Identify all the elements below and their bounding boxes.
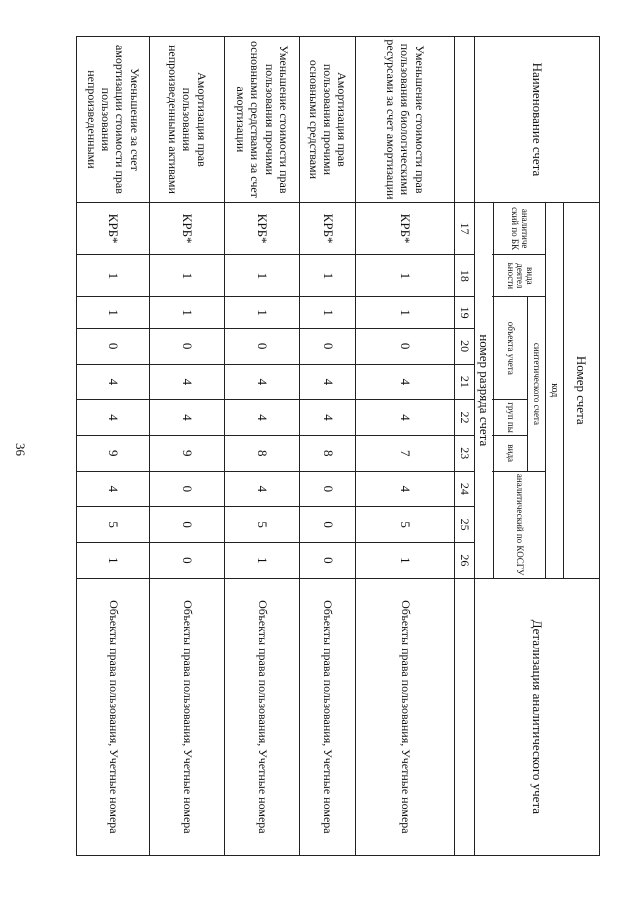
row-value: 5 bbox=[225, 507, 300, 543]
row-value: 0 bbox=[356, 328, 455, 364]
table-row bbox=[150, 37, 225, 856]
row-value: 0 bbox=[225, 328, 300, 364]
row-value: КРБ* bbox=[77, 202, 150, 254]
row-value: 8 bbox=[300, 435, 356, 471]
row-value: 0 bbox=[150, 542, 225, 578]
row-value: 9 bbox=[77, 435, 150, 471]
row-detail: Объекты права пользования, Учетные номера bbox=[150, 578, 225, 855]
digit-number-row bbox=[455, 37, 475, 856]
row-value: 0 bbox=[150, 471, 225, 507]
row-name: Уменьшение стоимости прав пользования прочими основными средствами за счет амортизации bbox=[225, 37, 300, 203]
row-value: 4 bbox=[300, 364, 356, 400]
digit-cell-name-blank bbox=[455, 37, 475, 203]
header-activity-type: вида деятел ьности bbox=[494, 255, 546, 297]
row-value: 7 bbox=[356, 435, 455, 471]
row-value: 4 bbox=[225, 364, 300, 400]
row-value: 4 bbox=[150, 400, 225, 436]
header-detail: Детализация аналитического учета bbox=[475, 578, 600, 855]
row-value: 4 bbox=[150, 364, 225, 400]
digit-cell-detail-blank bbox=[455, 578, 475, 855]
row-value: 9 bbox=[150, 435, 225, 471]
row-value: 1 bbox=[77, 255, 150, 297]
row-value: 4 bbox=[356, 400, 455, 436]
row-value: 4 bbox=[225, 400, 300, 436]
accounts-table bbox=[76, 36, 600, 856]
row-value: 1 bbox=[150, 255, 225, 297]
row-value: 4 bbox=[77, 400, 150, 436]
row-value: КРБ* bbox=[300, 202, 356, 254]
row-detail: Объекты права пользования, Учетные номера bbox=[356, 578, 455, 855]
row-name: Уменьшение за счет амортизации стоимости прав пользования непроизведенными bbox=[77, 37, 150, 203]
table-row bbox=[356, 37, 455, 856]
row-name: Амортизация прав пользования прочими основными средствами bbox=[300, 37, 356, 203]
digit-cell: 20 bbox=[455, 328, 475, 364]
row-value: 4 bbox=[225, 471, 300, 507]
row-value: 1 bbox=[77, 542, 150, 578]
row-value: 1 bbox=[225, 542, 300, 578]
table-row bbox=[225, 37, 300, 856]
row-value: КРБ* bbox=[225, 202, 300, 254]
row-value: 0 bbox=[300, 471, 356, 507]
row-value: 0 bbox=[300, 507, 356, 543]
digit-cell: 25 bbox=[455, 507, 475, 543]
digit-cell: 22 bbox=[455, 400, 475, 436]
row-detail: Объекты права пользования, Учетные номера bbox=[77, 578, 150, 855]
row-value: 1 bbox=[150, 297, 225, 328]
row-value: 0 bbox=[77, 328, 150, 364]
row-value: 4 bbox=[77, 471, 150, 507]
page-number: 36 bbox=[13, 443, 28, 456]
row-value: 0 bbox=[300, 328, 356, 364]
row-value: 0 bbox=[150, 507, 225, 543]
digit-cell: 17 bbox=[455, 202, 475, 254]
header-kind: вида bbox=[494, 435, 528, 471]
row-value: 0 bbox=[300, 542, 356, 578]
row-value: 1 bbox=[356, 255, 455, 297]
row-value: 4 bbox=[356, 364, 455, 400]
row-detail: Объекты права пользования, Учетные номера bbox=[300, 578, 356, 855]
row-value: 1 bbox=[77, 297, 150, 328]
header-analytic-bk: аналитиче ский по БК bbox=[494, 202, 546, 254]
table-row bbox=[77, 37, 150, 856]
row-value: 4 bbox=[77, 364, 150, 400]
header-account-object: объекта учета bbox=[494, 297, 528, 400]
row-value: 1 bbox=[300, 297, 356, 328]
row-value: 1 bbox=[225, 297, 300, 328]
digit-cell: 21 bbox=[455, 364, 475, 400]
header-analytic-kosgu: аналитический по КОСГУ bbox=[494, 471, 546, 578]
rotated-table-wrapper bbox=[76, 36, 600, 856]
row-value: КРБ* bbox=[150, 202, 225, 254]
table-row bbox=[300, 37, 356, 856]
row-value: 0 bbox=[150, 328, 225, 364]
row-value: КРБ* bbox=[356, 202, 455, 254]
digit-cell: 23 bbox=[455, 435, 475, 471]
row-name: Уменьшение стоимости прав пользования биологическими ресурсами за счет амортизации bbox=[356, 37, 455, 203]
digit-cell: 24 bbox=[455, 471, 475, 507]
digit-cell: 18 bbox=[455, 255, 475, 297]
digit-cell: 26 bbox=[455, 542, 475, 578]
header-code: код bbox=[546, 202, 564, 578]
row-value: 1 bbox=[356, 542, 455, 578]
row-value: 5 bbox=[356, 507, 455, 543]
row-detail: Объекты права пользования, Учетные номера bbox=[225, 578, 300, 855]
row-value: 1 bbox=[300, 255, 356, 297]
header-synthetic: синтетического счета bbox=[528, 297, 546, 471]
row-value: 1 bbox=[356, 297, 455, 328]
digit-cell: 19 bbox=[455, 297, 475, 328]
row-value: 5 bbox=[77, 507, 150, 543]
row-value: 1 bbox=[225, 255, 300, 297]
header-group: груп пы bbox=[494, 400, 528, 436]
header-account-name: Наименование счета bbox=[475, 37, 600, 203]
row-value: 4 bbox=[300, 400, 356, 436]
header-account-number: Номер счета bbox=[564, 202, 600, 578]
row-name: Амортизация прав пользования непроизведенными активами bbox=[150, 37, 225, 203]
row-value: 8 bbox=[225, 435, 300, 471]
row-value: 4 bbox=[356, 471, 455, 507]
header-digit-number: номер разряда счета bbox=[475, 202, 494, 578]
